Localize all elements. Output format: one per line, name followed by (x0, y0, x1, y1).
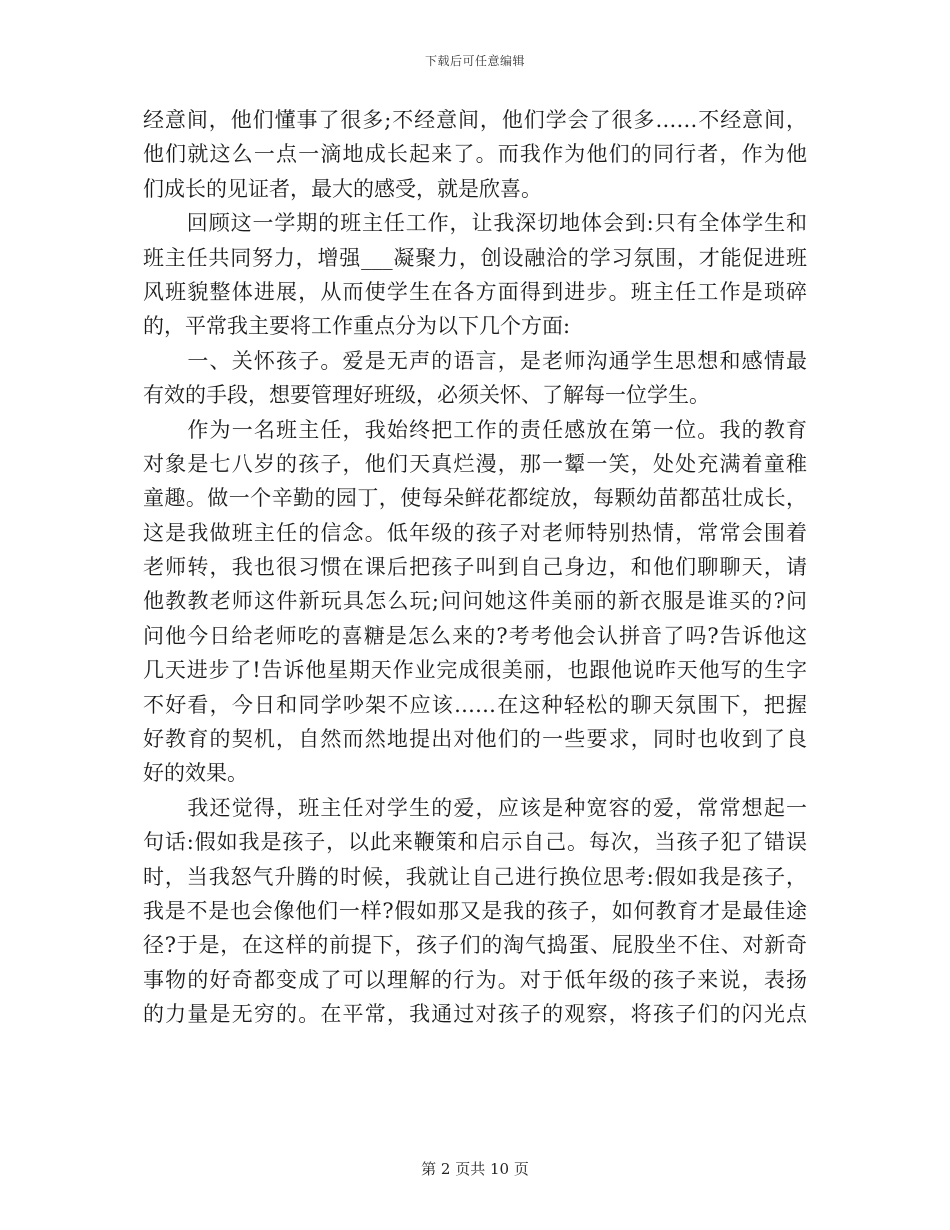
text-line: 他教教老师这件新玩具怎么玩;问问她这件美丽的新衣服是谁买的?问 (143, 589, 807, 614)
page-header: 下载后可任意编辑 (424, 54, 525, 68)
text-line: 我是不是也会像他们一样?假如那又是我的孩子，如何教育才是最佳途 (143, 898, 807, 923)
text-line: 不好看，今日和同学吵架不应该……在这种轻松的聊天氛围下，把握 (143, 692, 807, 717)
text-line: 他们就这么一点一滴地成长起来了。而我作为他们的同行者，作为他 (143, 142, 807, 167)
text-line: 童趣。做一个辛勤的园丁，使每朵鲜花都绽放，每颗幼苗都茁壮成长， (143, 486, 807, 511)
text-line: 的力量是无穷的。在平常，我通过对孩子的观察，将孩子们的闪光点 (143, 1002, 807, 1027)
text-line: 老师转，我也很习惯在课后把孩子叫到自己身边，和他们聊聊天，请 (143, 555, 807, 580)
text-line: 事物的好奇都变成了可以理解的行为。对于低年级的孩子来说，表扬 (143, 967, 807, 992)
text-line: 有效的手段，想要管理好班级，必须关怀、了解每一位学生。 (143, 383, 710, 408)
text-line: 径?于是，在这样的前提下，孩子们的淘气捣蛋、屁股坐不住、对新奇 (143, 933, 807, 958)
text-line: 好教育的契机，自然而然地提出对他们的一些要求，同时也收到了良 (143, 727, 807, 752)
page-footer: 第 2 页共 10 页 (421, 1160, 529, 1178)
text-line: 班主任共同努力，增强___凝聚力，创设融洽的学习氛围，才能促进班 (143, 245, 807, 270)
text-line: 句话:假如我是孩子，以此来鞭策和启示自己。每次，当孩子犯了错误 (143, 830, 807, 855)
text-line: 几天进步了!告诉他星期天作业完成很美丽，也跟他说昨天他写的生字 (143, 658, 807, 683)
text-line: 一、关怀孩子。爱是无声的语言，是老师沟通学生思想和感情最 (143, 348, 807, 373)
text-line: 时，当我怒气升腾的时候，我就让自己进行换位思考:假如我是孩子， (143, 864, 807, 889)
text-line: 对象是七八岁的孩子，他们天真烂漫，那一颦一笑，处处充满着童稚 (143, 451, 807, 476)
text-line: 们成长的见证者，最大的感受，就是欣喜。 (143, 176, 542, 201)
text-line: 的，平常我主要将工作重点分为以下几个方面: (143, 314, 571, 339)
text-line: 回顾这一学期的班主任工作，让我深切地体会到:只有全体学生和 (143, 211, 807, 236)
text-line: 这是我做班主任的信念。低年级的孩子对老师特别热情，常常会围着 (143, 520, 807, 545)
text-line: 作为一名班主任，我始终把工作的责任感放在第一位。我的教育 (143, 417, 807, 442)
text-line: 问他今日给老师吃的喜糖是怎么来的?考考他会认拼音了吗?告诉他这 (143, 623, 807, 648)
text-line: 风班貌整体进展，从而使学生在各方面得到进步。班主任工作是琐碎 (143, 279, 807, 304)
text-line: 我还觉得，班主任对学生的爱，应该是种宽容的爱，常常想起一 (143, 795, 807, 820)
text-line: 好的效果。 (143, 761, 248, 786)
document-body (143, 103, 807, 1032)
text-line: 经意间，他们懂事了很多;不经意间，他们学会了很多……不经意间， (143, 108, 807, 132)
